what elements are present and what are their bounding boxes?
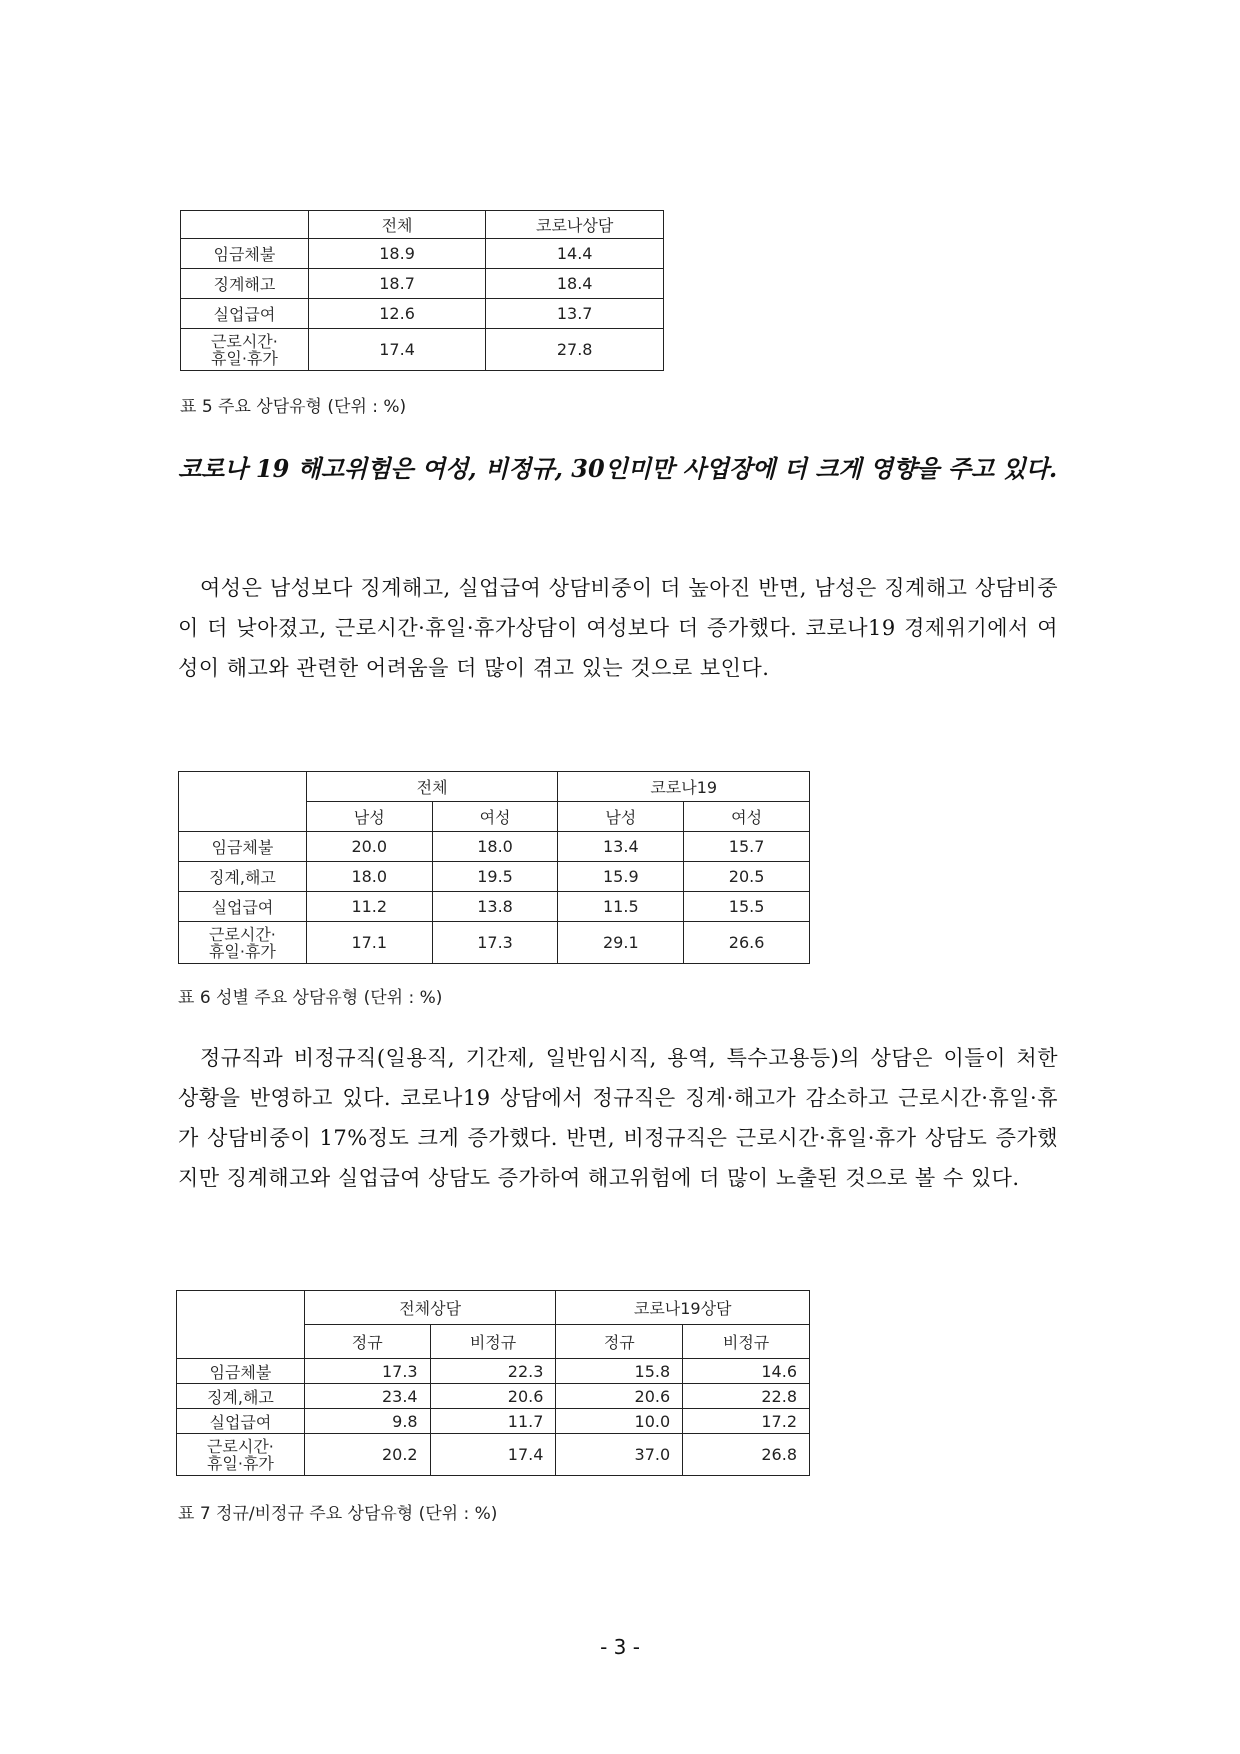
table-row <box>181 269 664 299</box>
table-cell: 17.1 <box>306 922 432 964</box>
table-row <box>179 832 810 862</box>
row-header-line: 휴일·휴가 <box>208 941 276 961</box>
table-cell: 22.3 <box>430 1359 556 1384</box>
row-header: 징계해고 <box>181 269 309 299</box>
table-cell: 10.0 <box>556 1409 683 1434</box>
paragraph-1: 여성은 남성보다 징계해고, 실업급여 상담비중이 더 높아진 반면, 남성은 징계해고 상담비중이 더 낮아졌고, 근로시간·휴일·휴가상담이 여성보다 더 증가했다. 코로나19 경제위기에서 여성이 해고와 관련한 어려움을 더 많이 겪고 있는 것으로 보인다. <box>178 576 1058 680</box>
table-header-row <box>177 1291 810 1325</box>
column-header: 여성 <box>684 802 810 832</box>
table-corner-cell <box>177 1291 305 1359</box>
table-cell: 18.0 <box>432 832 558 862</box>
row-header: 실업급여 <box>177 1409 305 1434</box>
row-header-line: 근로시간· <box>208 924 276 944</box>
table-row <box>179 922 810 964</box>
table-cell: 23.4 <box>304 1384 430 1409</box>
page-number: - 3 - <box>600 1635 640 1659</box>
row-header-line: 근로시간· <box>206 1436 274 1456</box>
group-header: 코로나19 <box>558 772 810 802</box>
table-corner-cell <box>181 211 309 239</box>
table-cell: 18.0 <box>306 862 432 892</box>
table-cell: 15.7 <box>684 832 810 862</box>
row-header: 징계,해고 <box>179 862 307 892</box>
row-header-line: 근로시간· <box>210 331 278 351</box>
column-header: 여성 <box>432 802 558 832</box>
column-header: 전체 <box>308 211 486 239</box>
table-row <box>181 239 664 269</box>
table-5 <box>180 210 664 371</box>
table-5-caption: 표 5 주요 상담유형 (단위 : %) <box>180 397 407 417</box>
row-header: 실업급여 <box>181 299 309 329</box>
column-header: 비정규 <box>430 1325 556 1359</box>
column-header: 비정규 <box>683 1325 810 1359</box>
table-cell: 14.4 <box>486 239 664 269</box>
column-header: 정규 <box>304 1325 430 1359</box>
table-cell: 13.8 <box>432 892 558 922</box>
column-header: 남성 <box>558 802 684 832</box>
table-cell: 13.7 <box>486 299 664 329</box>
table-cell: 17.3 <box>304 1359 430 1384</box>
column-header: 정규 <box>556 1325 683 1359</box>
table-cell: 17.4 <box>308 329 486 371</box>
group-header: 전체 <box>306 772 558 802</box>
table-row <box>177 1359 810 1384</box>
row-header <box>177 1434 305 1476</box>
row-header: 징계,해고 <box>177 1384 305 1409</box>
row-header: 임금체불 <box>177 1359 305 1384</box>
row-header <box>181 329 309 371</box>
table-header-row <box>179 772 810 802</box>
table-cell: 18.4 <box>486 269 664 299</box>
table-cell: 20.6 <box>556 1384 683 1409</box>
table-row <box>177 1384 810 1409</box>
row-header <box>179 922 307 964</box>
table-header-row <box>181 211 664 239</box>
table-cell: 11.7 <box>430 1409 556 1434</box>
group-header: 전체상담 <box>304 1291 556 1325</box>
table-row <box>179 862 810 892</box>
table-6-caption: 표 6 성별 주요 상담유형 (단위 : %) <box>178 988 443 1008</box>
table-cell: 20.5 <box>684 862 810 892</box>
table-row <box>181 299 664 329</box>
table-cell: 9.8 <box>304 1409 430 1434</box>
table-cell: 22.8 <box>683 1384 810 1409</box>
row-header: 임금체불 <box>181 239 309 269</box>
table-cell: 17.2 <box>683 1409 810 1434</box>
table-cell: 26.6 <box>684 922 810 964</box>
group-header: 코로나19상담 <box>556 1291 810 1325</box>
table-cell: 29.1 <box>558 922 684 964</box>
row-header: 실업급여 <box>179 892 307 922</box>
column-header: 남성 <box>306 802 432 832</box>
paragraph-2: 정규직과 비정규직(일용직, 기간제, 일반임시직, 용역, 특수고용등)의 상담은 이들이 처한 상황을 반영하고 있다. 코로나19 상담에서 정규직은 징계·해고가 감소하고 근로시간·휴일·휴가 상담비중이 17%정도 크게 증가했다. 반면, 비정규직은 근로시간·휴일·휴가 상담도 증가했지만 징계해고와 실업급여 상담도 증가하여 해고위험에 더 많이 노출된 것으로 볼 수 있다. <box>178 1046 1058 1190</box>
table-cell: 18.7 <box>308 269 486 299</box>
table-corner-cell <box>179 772 307 832</box>
table-cell: 11.2 <box>306 892 432 922</box>
table-cell: 18.9 <box>308 239 486 269</box>
table-cell: 27.8 <box>486 329 664 371</box>
section-heading: 코로나 19 해고위험은 여성, 비정규, 30인미만 사업장에 더 크게 영향을 주고 있다. <box>178 454 1058 483</box>
table-7-caption: 표 7 정규/비정규 주요 상담유형 (단위 : %) <box>178 1504 498 1524</box>
table-cell: 12.6 <box>308 299 486 329</box>
table-cell: 14.6 <box>683 1359 810 1384</box>
table-cell: 26.8 <box>683 1434 810 1476</box>
column-header: 코로나상담 <box>486 211 664 239</box>
table-row <box>181 329 664 371</box>
table-cell: 13.4 <box>558 832 684 862</box>
table-cell: 37.0 <box>556 1434 683 1476</box>
table-cell: 11.5 <box>558 892 684 922</box>
table-cell: 15.5 <box>684 892 810 922</box>
row-header: 임금체불 <box>179 832 307 862</box>
table-cell: 20.2 <box>304 1434 430 1476</box>
table-7 <box>176 1290 810 1476</box>
table-row <box>179 892 810 922</box>
row-header-line: 휴일·휴가 <box>206 1453 274 1473</box>
table-row <box>177 1434 810 1476</box>
table-row <box>177 1409 810 1434</box>
table-cell: 15.9 <box>558 862 684 892</box>
row-header-line: 휴일·휴가 <box>210 348 278 368</box>
table-6 <box>178 771 810 964</box>
table-cell: 20.0 <box>306 832 432 862</box>
table-cell: 17.3 <box>432 922 558 964</box>
table-cell: 19.5 <box>432 862 558 892</box>
table-cell: 17.4 <box>430 1434 556 1476</box>
table-cell: 15.8 <box>556 1359 683 1384</box>
table-cell: 20.6 <box>430 1384 556 1409</box>
